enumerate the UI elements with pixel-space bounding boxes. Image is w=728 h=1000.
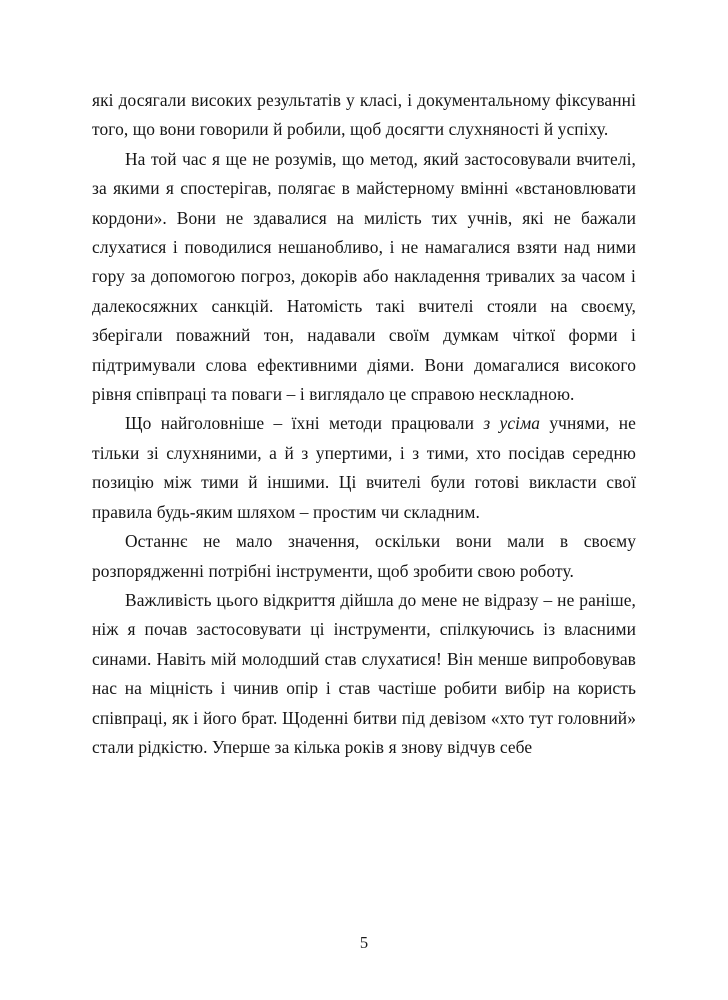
emphasis-text: з усіма — [483, 413, 541, 434]
text-run: Що найголовніше – їхні методи працювали — [125, 413, 484, 434]
text-run: учнями, не тільки зі слухняними, а й з упертими, і з тими, хто посідав середню позицію між тими й іншими. Ці вчителі були готові викласти свої правила будь-яким шляхом – простим чи складним. — [92, 413, 636, 522]
text-run: які досягали високих результатів у класі, і документальному фіксуванні того, що вони говорили й робили, щоб досягти слухняності й успіху. — [92, 90, 636, 140]
text-run: На той час я ще не розумів, що метод, який застосовували вчителі, за якими я спостерігав, полягає в майстерному вмінні «встановлювати кордони». Вони не здавалися на милість тих учнів, які не бажали слухатися і поводилися нешанобливо, і не намагалися взяти над ними гору за допомогою погроз, докорів або накладення тривалих за часом і далекосяжних санкцій. Натомість такі вчителі стояли на своєму, зберігали поважний тон, надавали своїм думкам чіткої форми і підтримували слова ефективними діями. Вони домагалися високого рівня співпраці та поваги – і виглядало це справою нескладною. — [92, 148, 636, 405]
text-run: Важливість цього відкриття дійшла до мене не відразу – не раніше, ніж я почав застосовувати ці інструменти, спілкуючись із власними синами. Навіть мій молодший став слухатися! Він менше випробовував нас на міцність і чинив опір і став частіше робити вибір на користь співпраці, як і його брат. Щоденні битви під девізом «хто тут головний» стали рідкістю. Уперше за кілька років я знову відчув себе — [92, 589, 636, 757]
paragraph — [92, 86, 636, 145]
paragraph — [92, 409, 636, 527]
paragraph — [92, 527, 636, 586]
paragraph — [92, 145, 636, 410]
text-run: Останнє не мало значення, оскільки вони мали в своєму розпорядженні потрібні інструменти, щоб зробити свою роботу. — [92, 531, 636, 581]
paragraph — [92, 586, 636, 762]
page-body-text — [92, 86, 636, 762]
page-number: 5 — [359, 933, 369, 952]
